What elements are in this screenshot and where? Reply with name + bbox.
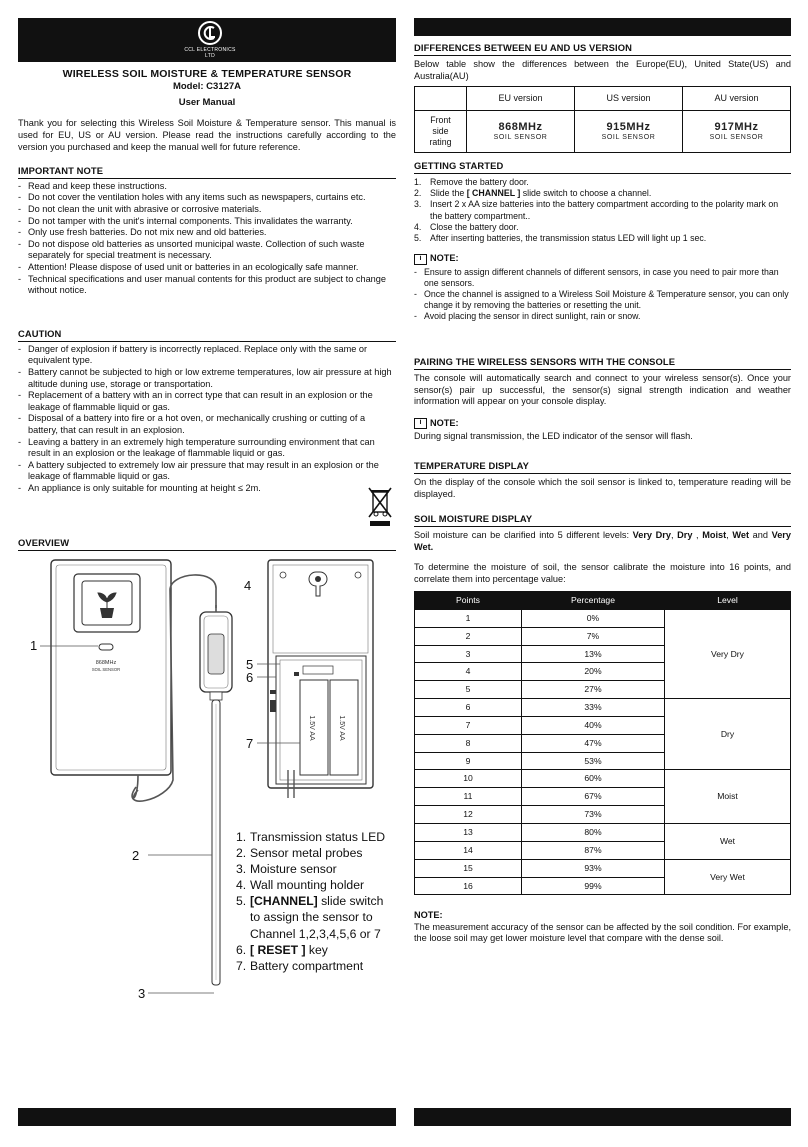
getting-started-section [414,160,791,322]
list-item: - Avoid placing the sensor in direct sunlight, rain or snow. [414,311,791,322]
table-row: 10 60% Moist [415,770,791,788]
device-frequency-label: 868MHz [95,660,117,666]
important-note-heading: IMPORTANT NOTE [18,165,396,179]
document-subtitle: User Manual [178,97,236,108]
footer-bar-left [18,1108,396,1126]
soil-note-section [414,910,791,945]
callout-2: 2 [132,848,140,863]
pairing-text: The console will automatically search and connect to your wireless sensor(s). Once your sensor(s) pair up successful, the sensor(s) signal strength indication and weather information will appear on your console display. [414,372,791,407]
list-item: - Technical specifications and user manual contents for this product are subject to change without notice. [18,274,396,297]
important-note-section [18,165,396,297]
table-row: 9 53% [415,752,791,770]
weee-bin-icon [366,486,394,528]
list-item: - Leaving a battery in an extremely high temperature surrounding environment that can result in an explosion or the leakage of flammable liquid or gas. [18,437,396,460]
callout-4: 4 [244,578,252,593]
temperature-heading: TEMPERATURE DISPLAY [414,460,791,474]
differences-table [414,86,791,153]
pairing-section [414,356,791,442]
level-cell: Very Dry [665,609,791,698]
differences-intro: Below table show the differences between the Europe(EU), United State(US) and Australia(AU) [414,58,791,81]
caution-heading: CAUTION [18,328,396,342]
note-heading: i NOTE: [414,253,791,265]
soil-moisture-levels-text: Soil moisture can be clarified into 5 different levels: Very Dry, Dry , Moist, Wet and Very Wet. [414,529,791,552]
table-cell: 915MHz SOIL SENSOR [575,111,683,153]
list-item: - Do not dispose old batteries as unsorted municipal waste. Collection of such waste separately for special treatment is necessary. [18,239,396,262]
callout-1: 1 [30,638,38,653]
company-logo [180,18,240,62]
table-header: EU version [467,87,575,111]
list-item: - Battery cannot be subjected to high or low extreme temperatures, low air pressure at high altitude duning use, storage or transportation. [18,367,396,390]
table-header: Percentage [522,592,665,610]
legend-item: 5. [CHANNEL] slide switch [236,894,384,909]
legend-item: to assign the sensor to [250,910,373,925]
soil-moisture-section [414,513,791,586]
row-label: Front side rating [415,111,467,153]
caution-section [18,328,396,494]
footer-bar-right [414,1108,791,1126]
table-row: 15 93% Very Wet [415,859,791,877]
temperature-text: On the display of the console which the soil sensor is linked to, temperature reading will be displayed. [414,476,791,499]
table-row: 13 80% Wet [415,823,791,841]
temperature-section [414,460,791,500]
table-row: 3 13% [415,645,791,663]
battery-label-b: 1.5V AA [338,715,345,741]
list-item: 4. Close the battery door. [414,221,519,232]
table-row: 8 47% [415,734,791,752]
table-cell: 868MHz SOIL SENSOR [467,111,575,153]
list-item: - Do not tamper with the unit's internal components. This invalidates the warranty. [18,216,396,228]
callout-5: 5 [246,657,254,672]
level-cell: Dry [665,699,791,770]
soil-note-text: The measurement accuracy of the sensor can be affected by the soil condition. For example, the loose soil may get lower moisture level that compare with the dense soil. [414,921,791,944]
header-bar-right [414,18,791,36]
book-info-icon: i [414,418,427,429]
table-row: 5 27% [415,681,791,699]
overview-heading: OVERVIEW [18,537,396,551]
intro-paragraph: Thank you for selecting this Wireless Soil Moisture & Temperature sensor. This manual is used for EU, US or AU version. Please read the instructions carefully according to the version you purchased and keep the manual well for future reference. [18,118,396,152]
legend-item: 6. [ RESET ] key [236,942,328,957]
table-cell: 917MHz SOIL SENSOR [683,111,791,153]
list-item: - Attention! Please dispose of used unit or batteries in an ecologically safe manner. [18,262,396,274]
table-header: Points [415,592,522,610]
legend-item: 7. Battery compartment [236,958,364,973]
sensor-back-view [268,560,373,798]
list-item: - Read and keep these instructions. [18,181,396,193]
list-item: - Only use fresh batteries. Do not mix new and old batteries. [18,227,396,239]
table-row: 14 87% [415,841,791,859]
sensor-front-view [51,560,171,775]
table-row: 4 20% [415,663,791,681]
callout-6: 6 [246,670,254,685]
moisture-sensor [200,605,232,985]
caution-list [18,344,396,495]
differences-section [414,42,791,153]
list-item: - Disposal of a battery into fire or a hot oven, or mechanically crushing or cutting of a battery, that can result in an explosion. [18,413,396,436]
list-item: - Replacement of a battery with an in correct type that can result in an explosion or the leakage of flammable liquid or gas. [18,390,396,413]
list-item: - Danger of explosion if battery is incorrectly replaced. Replace only with the same or equivalent type. [18,344,396,367]
list-item: 5. After inserting batteries, the transmission status LED will light up 1 sec. [414,233,707,243]
callout-7: 7 [246,736,254,751]
list-item: - Ensure to assign different channels of different sensors, in case you need to pair more than one sensors. [414,267,791,289]
list-item: - Do not cover the ventilation holes with any items such as newspapers, curtains etc. [18,192,396,204]
level-cell: Moist [665,770,791,824]
overview-legend [236,829,396,974]
list-item: - An appliance is only suitable for mounting at height ≤ 2m. [18,483,396,495]
book-info-icon: i [414,254,427,265]
table-row: 16 99% [415,877,791,895]
legend-item: 1. Transmission status LED [236,830,386,844]
table-row: 6 33% Dry [415,699,791,717]
getting-started-steps [414,177,791,245]
ccl-logo-icon [195,20,225,46]
legend-item: 2. Sensor metal probes [236,846,363,861]
list-item: 3. Insert 2 x AA size batteries into the battery compartment according to the polarity mark on the battery compartment.. [414,199,779,221]
battery-label-a: 1.5V AA [308,715,315,741]
differences-heading: DIFFERENCES BETWEEN EU AND US VERSION [414,42,791,56]
list-item: 1. Remove the battery door. [414,176,529,187]
table-row: 2 7% [415,627,791,645]
list-item: - Once the channel is assigned to a Wireless Soil Moisture & Temperature sensor, you can only change it by removing the batteries or resetting the unit. [414,289,791,311]
level-cell: Wet [665,823,791,859]
table-row: 7 40% [415,716,791,734]
note-heading: i NOTE: [414,418,791,430]
important-note-list [18,181,396,297]
list-item: - A battery subjected to extremely low air pressure that may result in an explosion or the leakage of flammable liquid or gas. [18,460,396,483]
table-row: 1 0% Very Dry [415,609,791,627]
table-row: 12 73% [415,806,791,824]
table-header: Level [665,592,791,610]
table-row: 11 67% [415,788,791,806]
note-heading: NOTE: [414,910,443,920]
table-header: US version [575,87,683,111]
list-item: 2. Slide the [ CHANNEL ] slide switch to choose a channel. [414,188,652,198]
device-sensor-label: SOIL SENSOR [91,667,121,672]
legend-item: 3. Moisture sensor [236,862,337,877]
legend-item: Channel 1,2,3,4,5,6 or 7 [250,926,381,941]
pairing-note: During signal transmission, the LED indicator of the sensor will flash. [414,430,693,441]
calibration-text: To determine the moisture of soil, the sensor calibrate the moisture into 16 points, and correlate them into percentage value: [414,562,791,585]
legend-item: 4. Wall mounting holder [236,878,365,893]
pairing-heading: PAIRING THE WIRELESS SENSORS WITH THE CONSOLE [414,356,791,370]
moisture-points-table [414,591,791,895]
getting-started-notes [414,267,791,322]
document-title: WIRELESS SOIL MOISTURE & TEMPERATURE SENSOR [62,68,352,80]
getting-started-heading: GETTING STARTED [414,160,791,174]
soil-moisture-heading: SOIL MOISTURE DISPLAY [414,513,791,527]
model-number: Model: C3127A [172,81,242,92]
list-item: - Do not clean the unit with abrasive or corrosive materials. [18,204,396,216]
callout-3: 3 [138,986,146,1000]
level-cell: Very Wet [665,859,791,895]
company-name: CCL ELECTRONICS LTD [184,47,236,60]
table-header: AU version [683,87,791,111]
